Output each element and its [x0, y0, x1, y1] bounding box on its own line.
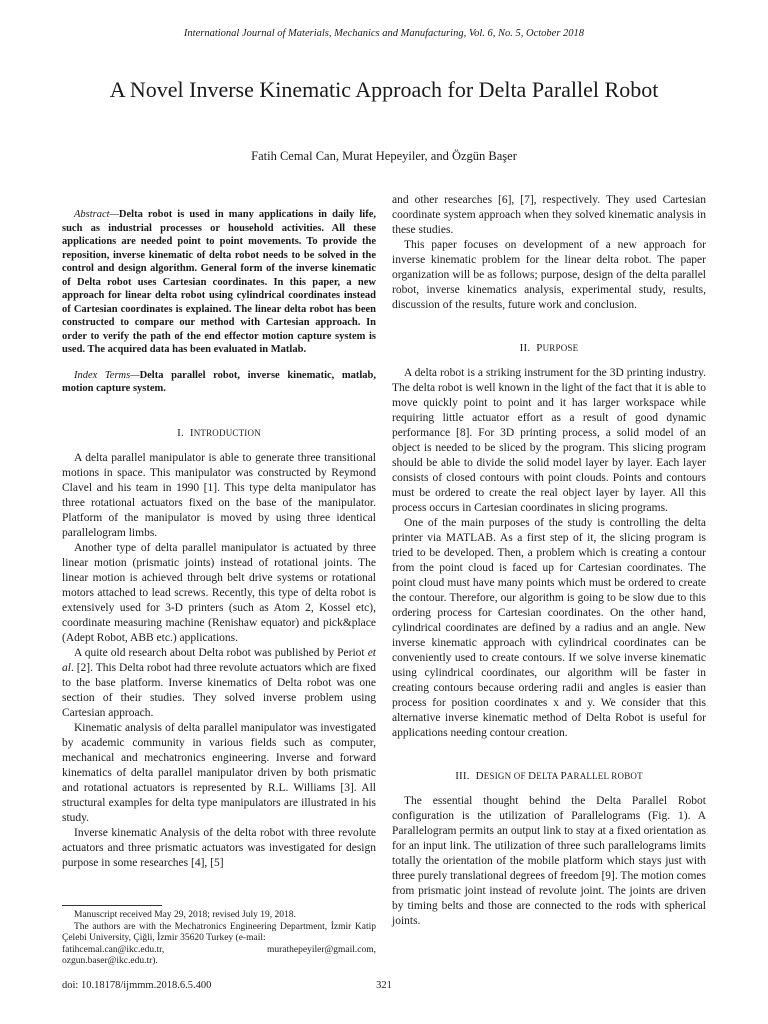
footnote-email-3[interactable]: ozgun.baser@ikc.edu.tr).	[62, 956, 158, 966]
footnote-email-1[interactable]: fatihcemal.can@ikc.edu.tr,	[62, 944, 165, 955]
section-heading-purpose	[392, 341, 706, 356]
section-title-rest-2: ELTA	[536, 771, 561, 781]
section-initial: D	[475, 770, 484, 782]
intro-paragraph-1: A delta parallel manipulator is able to generate three transitional motions in space. This manipulator was constructed by Reymond Clavel and his team in 1990 [1]. This type delta manipulator has three rotational actuators fixed on the base of the manipulator. Platform of the manipulator is moved by using three identical parallelogram limbs.	[62, 451, 376, 539]
section-initial: I	[189, 426, 194, 439]
section-title-rest: ESIGN OF	[483, 771, 529, 781]
doi[interactable]: doi: 10.18178/ijmmm.2018.6.5.400	[62, 980, 212, 991]
paper-title: A Novel Inverse Kinematic Approach for Delta Parallel Robot	[109, 77, 659, 102]
intro-paragraph-3	[62, 646, 376, 721]
footnote-affiliation: The authors are with the Mechatronics Engineering Department, İzmir Katip Çelebi University, Çiğli, İzmir 35620 Turkey (e-mail:	[62, 921, 376, 943]
abstract-label: Abstract—	[74, 209, 119, 220]
abstract	[62, 208, 376, 357]
page-number: 321	[376, 980, 392, 991]
section-initial: P	[536, 342, 543, 354]
footnote-email-row	[62, 945, 376, 957]
right-paragraph-1: and other researches [6], [7], respectively. They used Cartesian coordinate system approach when they solved kinematic analysis in these studies.	[392, 194, 706, 236]
section-initial-3: P	[560, 770, 567, 782]
footnote	[62, 905, 376, 968]
authors: Fatih Cemal Can, Murat Hepeyiler, and Özgün Başer	[251, 149, 517, 163]
intro-paragraph-5: Inverse kinematic Analysis of the delta robot with three revolute actuators and three prismatic actuators was investigated for design purpose in some researches [4], [5]	[62, 826, 376, 869]
section-title-rest: NTRODUCTION	[193, 427, 261, 438]
section-number: II.	[519, 342, 531, 354]
intro-p3-text-b: . [2]. This Delta robot had three revolute actuators which are fixed to the base platform. Inverse kinematics of Delta robot was one section of their studies. They solved inverse problem using Cartesian approach.	[62, 661, 376, 719]
section-heading-introduction	[62, 426, 376, 441]
intro-paragraph-4: Kinematic analysis of delta parallel manipulator was investigated by academic community in various fields such as computer, mechanical and mechatronics engineering. Inverse and forward kinematics of delta parallel manipulator driven by both prismatic and rotational actuators is represented by R.L. Williams [3]. All structural examples for delta type manipulators are illustrated in his study.	[62, 721, 376, 824]
purpose-paragraph-2: One of the main purposes of the study is controlling the delta printer via MATLAB. As a first step of it, the slicing program is tried to be developed. Then, a problem which is creating a contour from the point cloud is faced up for Cartesian coordinates. The point cloud must have many points which must be ordered to create the contour. Therefore, our algorithm is going to be slow due to this ordering process for Cartesian coordinates. On the other hand, cylindrical coordinates are defined by a radius and an angle. New inverse kinematic approach with cylindrical coordinates can be conveniently used to create contours. If we solve inverse kinematic using cylindrical coordinates, our algorithm will be faster in creating contours because ordering radii and angles is easier than process for position coordinates x and y. We consider that this alternative inverse kinematic method of Delta Robot is useful for applications needing contour creation.	[392, 517, 706, 739]
intro-p3-text-a: A quite old research about Delta robot was published by Periot	[74, 646, 368, 659]
purpose-paragraph-1: A delta robot is a striking instrument for the 3D printing industry. The delta robot is well known in the light of the fact that it is able to move quickly point to point and it has larger workspace while requiring little actuator effort as a result of good dynamic performance [8]. For 3D printing process, a solid model of an object is needed to be sliced by the program. This slicing program should be able to divide the solid model layer by layer. Each layer consists of closed contours with point clouds. Points and contours must be ordered to create the real object layer by layer. All this process occurs in Cartesian coordinates in slicing programs.	[392, 367, 706, 514]
footnote-received: Manuscript received May 29, 2018; revised July 19, 2018.	[74, 910, 296, 920]
section-initial-2: D	[528, 770, 537, 782]
right-column	[392, 193, 706, 929]
right-paragraph-2: This paper focuses on development of a new approach for inverse kinematic problem for the linear delta robot. The paper organization will be as follows; purpose, design of the delta parallel robot, inverse kinematics analysis, experimental study, results, discussion of the results, future work and conclusion.	[392, 239, 706, 311]
index-terms	[62, 369, 376, 396]
intro-paragraph-2: Another type of delta parallel manipulator is actuated by three linear motion (prismatic joints) instead of rotational joints. The linear motion is achieved through belt drive systems or rotational motors attached to lead screws. Recently, this type of delta robot is extensively used for 3-D printers (such as Atom 2, Kossel etc), coordinate measuring machine (Renishaw equator) and pick&place (Adept Robot, ABB etc.) applications.	[62, 541, 376, 644]
design-paragraph-1: The essential thought behind the Delta Parallel Robot configuration is the utilization of Parallelograms (Fig. 1). A Parallelogram permits an output link to stay at a fixed orientation as for an input link. The utilization of three such parallelograms limits totally the orientation of the mobile platform which stays just with three purely translational degrees of freedom [9]. The motion comes from prismatic joint instead of revolute joint. The joints are driven by timing belts and those are connected to the rods with spherical joints.	[392, 795, 707, 927]
left-column	[62, 208, 376, 871]
intro-p3-italic: et al	[62, 646, 376, 674]
index-terms-label: Index Terms—	[74, 369, 140, 381]
journal-header: International Journal of Materials, Mechanics and Manufacturing, Vol. 6, No. 5, October 2018	[183, 28, 585, 39]
footnote-rule	[62, 905, 162, 906]
section-title-rest: URPOSE	[542, 343, 579, 353]
section-title-rest-3: ARALLEL ROBOT	[566, 771, 643, 781]
abstract-text: Delta robot is used in many applications in daily life, such as industrial processes or household activities. All these applications are needed point to point movements. To provide the reposition, inverse kinematic of delta robot needs to be solved in the control and design algorithm. General form of the inverse kinematic of Delta robot uses Cartesian coordinates. In this paper, a new approach for linear delta robot using cylindrical coordinates instead of Cartesian coordinates is explained. The linear delta robot has been constructed to compare our method with Cartesian approach. In order to verify the path of the end effector motion capture system is used. The acquired data has been evaluated in Matlab.	[62, 209, 376, 355]
section-number: III.	[455, 770, 470, 782]
section-heading-design	[392, 769, 706, 784]
section-number: I.	[177, 426, 184, 439]
index-terms-text: Delta parallel robot, inverse kinematic, matlab, motion capture system.	[62, 369, 376, 394]
footnote-email-2[interactable]: murathepeyiler@gmail.com,	[267, 944, 376, 955]
